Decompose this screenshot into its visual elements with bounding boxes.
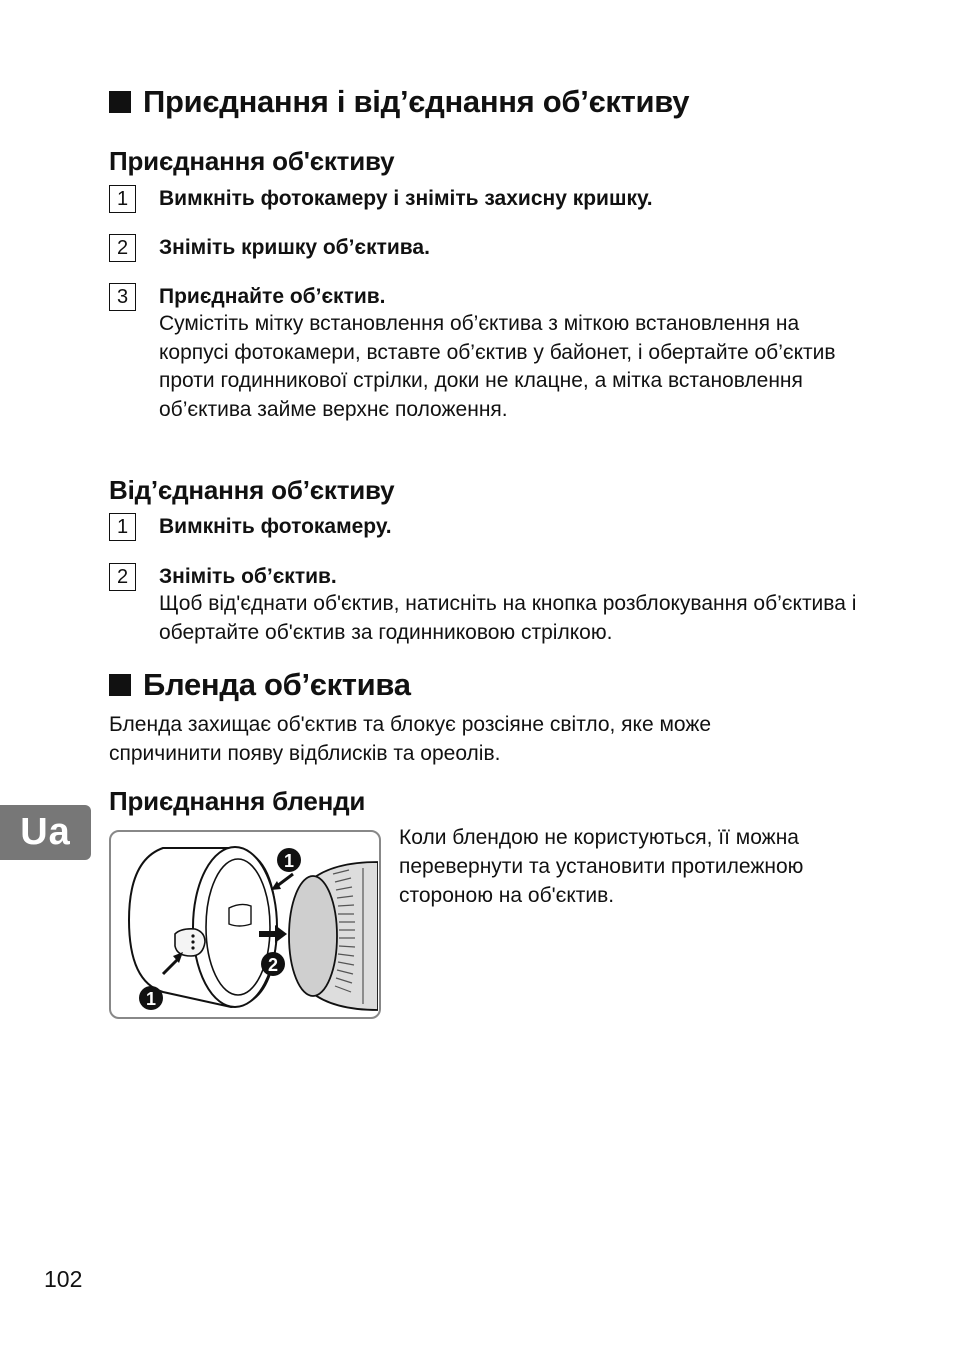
step-title: Зніміть об’єктив. bbox=[159, 565, 337, 588]
section-heading-text: Приєднання і від’єднання об’єктиву bbox=[143, 84, 690, 119]
language-tab: Ua bbox=[0, 805, 91, 860]
rotate-arrow bbox=[277, 874, 293, 886]
step-number-box: 3 bbox=[109, 283, 136, 311]
marker-1-top bbox=[277, 848, 301, 872]
step-title: Приєднайте об’єктив. bbox=[159, 285, 386, 308]
section-square-icon bbox=[109, 674, 131, 696]
lens-front-ring bbox=[289, 876, 337, 996]
hood-release-button bbox=[175, 929, 205, 956]
marker-1-bottom bbox=[139, 986, 163, 1010]
hood-reverse-text: Коли блендою не користуються, її можна перевернути та установити протилежною стороною на об'єктив. bbox=[399, 826, 804, 907]
page-number: 102 bbox=[44, 1266, 83, 1292]
marker-2 bbox=[261, 952, 285, 976]
step-title: Вимкніть фотокамеру і зніміть захисну кришку. bbox=[159, 187, 653, 210]
step-title: Вимкніть фотокамеру. bbox=[159, 515, 392, 538]
section-heading-text: Бленда об’єктива bbox=[143, 667, 411, 702]
section-square-icon bbox=[109, 91, 131, 113]
lens-hood-illustration bbox=[111, 832, 378, 1016]
subheading-attach-lens: Приєднання об'єктиву bbox=[109, 146, 395, 176]
step-number-box: 2 bbox=[109, 234, 136, 262]
step-number-box: 1 bbox=[109, 185, 136, 213]
svg-text:1: 1 bbox=[145, 989, 157, 1009]
step-number-box: 2 bbox=[109, 563, 136, 591]
hood-intro-paragraph: Бленда захищає об'єктив та блокує розсіяне світло, яке може спричинити появу відблисків та ореолів. bbox=[109, 713, 712, 765]
svg-text:1: 1 bbox=[283, 851, 295, 871]
hood-rim-inner bbox=[206, 859, 270, 995]
lens-hood-figure bbox=[109, 830, 381, 1019]
hood-bayonet-tab bbox=[229, 904, 251, 926]
section-heading-attach-detach bbox=[109, 84, 689, 120]
step-body: Сумістіть мітку встановлення об’єктива з міткою встановлення на корпусі фотокамери, вставте об’єктив у байонет, і обертайте об’єктив проти годинникової стрілки, доки не клацне, а мітка встановлення об’єктива займе верхнє положення. bbox=[159, 312, 836, 421]
step-number-box: 1 bbox=[109, 513, 136, 541]
subheading-attach-hood: Приєднання бленди bbox=[109, 786, 366, 816]
step-body: Щоб від'єднати об'єктив, натисніть на кнопка розблокування об’єктива і обертайте об'єктив за годинниковою стрілкою. bbox=[159, 592, 857, 644]
step-title: Зніміть кришку об’єктива. bbox=[159, 236, 430, 259]
subheading-detach-lens: Від’єднання об’єктиву bbox=[109, 475, 395, 505]
svg-text:2: 2 bbox=[267, 955, 279, 975]
section-heading-lens-hood bbox=[109, 667, 411, 703]
